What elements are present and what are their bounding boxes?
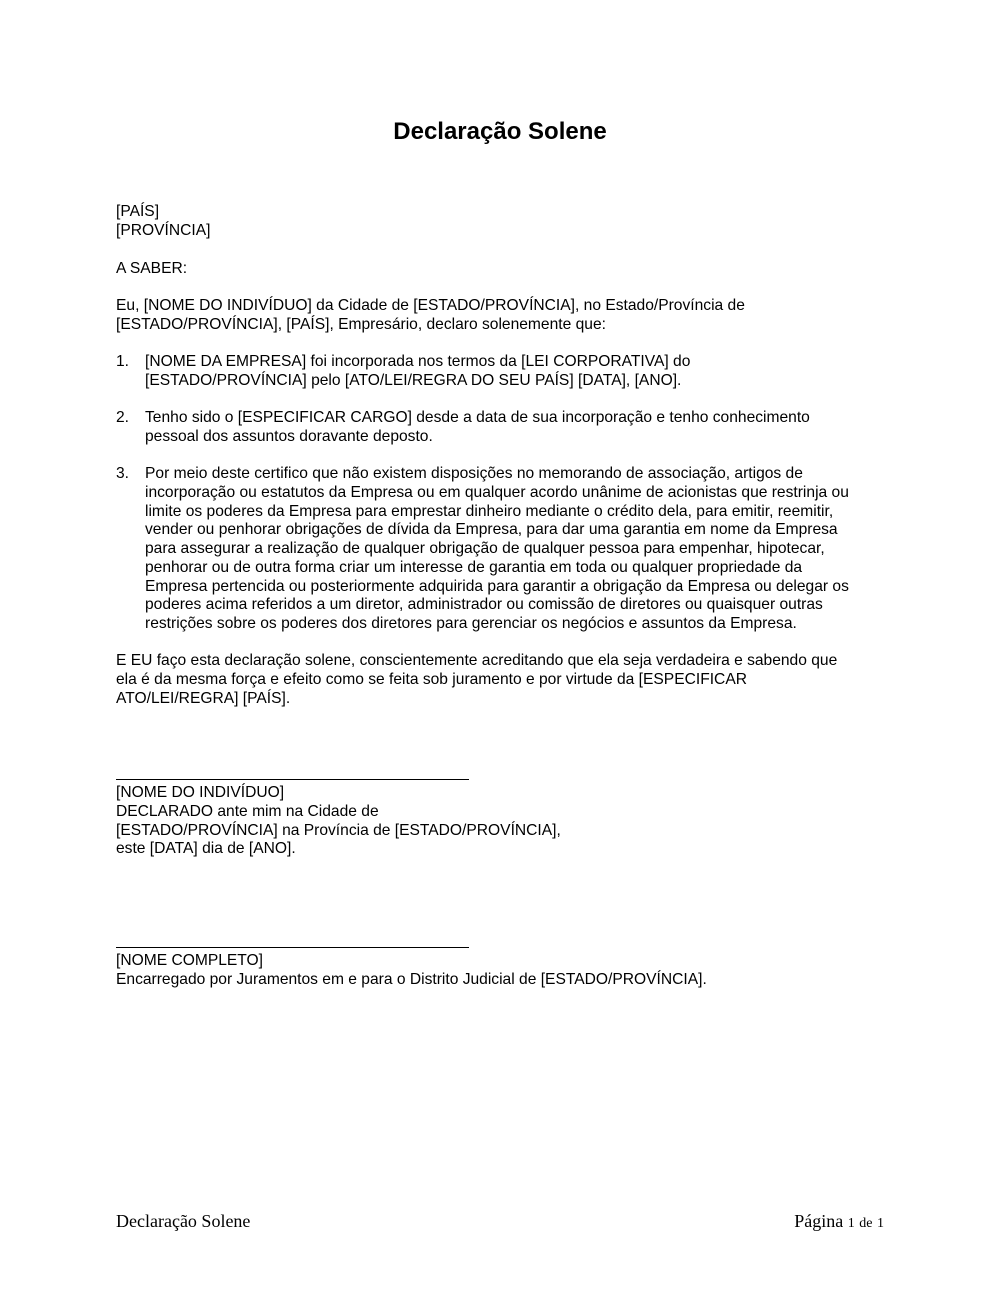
text-line: penhorar ou de outra forma criar um interesse de garantia em toda ou qualquer propriedade da [145,558,803,576]
signature-block-1 [116,784,561,859]
text-line: poderes acima referidos a um diretor, administrador ou comissão de diretores ou quaisquer outras [145,596,823,614]
text-line: este [DATA] dia de [ANO]. [116,840,296,858]
text-line: [NOME COMPLETO] [116,952,264,969]
signature-line-2 [116,947,469,948]
list-item [145,409,810,447]
text-line: E EU faço esta declaração solene, conscientemente acreditando que ela seja verdadeira e sabendo que [116,652,838,669]
text-line: [ESTADO/PROVÍNCIA] pelo [ATO/LEI/REGRA DO SEU PAÍS] [DATA], [ANO]. [145,371,682,389]
text-line: Por meio deste certifico que não existem disposições no memorando de associação, artigos de [145,465,803,482]
page-total: 1 [877,1216,884,1231]
declaration-paragraph [116,652,837,708]
list-number: 3. [116,465,130,482]
text-line: incorporação ou estatutos da Empresa ou em qualquer acordo unânime de acionistas que restrinja ou [145,483,849,501]
text-line: Eu, [NOME DO INDIVÍDUO] da Cidade de [ESTADO/PROVÍNCIA], no Estado/Província de [116,297,745,314]
page-word: Página [794,1211,844,1231]
text-line: pessoal dos assuntos doravante deposto. [145,427,433,445]
text-line: [ESTADO/PROVÍNCIA], [PAÍS], Empresário, declaro solenemente que: [116,315,606,333]
footer-page-number [794,1209,884,1236]
header-address [116,203,210,241]
text-line: para assegurar a realização de qualquer obrigação de qualquer pessoa para empenhar, hipotecar, [145,540,825,557]
list-item [145,353,690,391]
footer-title: Declaração Solene [116,1211,251,1231]
text-line: restrições sobre os poderes dos diretores para gerenciar os negócios e assuntos da Empresa. [145,615,797,632]
of-word: de [859,1216,873,1231]
page-num: 1 [847,1216,855,1231]
signature-block-2 [116,952,707,990]
text-line: [ESTADO/PROVÍNCIA] na Província de [ESTADO/PROVÍNCIA], [116,821,561,839]
text-line: limite os poderes da Empresa para emprestar dinheiro mediante o crédito dela, para emitir, reemitir, [145,502,834,520]
text-line: Tenho sido o [ESPECIFICAR CARGO] desde a data de sua incorporação e tenho conhecimento [145,409,810,426]
province-line: [PROVÍNCIA] [116,221,211,239]
text-line: Empresa pertencida ou posteriormente adquirida para garantir a obrigação da Empresa ou delegar os [145,577,849,595]
text-line: [NOME DO INDIVÍDUO] [116,784,285,801]
text-line: Encarregado por Juramentos em e para o Distrito Judicial de [ESTADO/PROVÍNCIA]. [116,970,707,988]
country-line: [PAÍS] [116,203,160,220]
text-line: DECLARADO ante mim na Cidade de [116,802,379,820]
intro-paragraph [116,297,745,335]
list-number: 1. [116,353,130,370]
text-line: ATO/LEI/REGRA] [PAÍS]. [116,689,291,707]
signature-line-1 [116,779,469,780]
list-item [145,465,849,634]
document-title: Declaração Solene [393,118,607,145]
a-saber: A SABER: [116,260,188,277]
text-line: vender ou penhorar obrigações de dívida da Empresa, para dar uma garantia em nome da Empresa [145,521,838,539]
text-line: [NOME DA EMPRESA] foi incorporada nos termos da [LEI CORPORATIVA] do [145,353,691,370]
text-line: ela é da mesma força e efeito como se feita sob juramento e por virtude da [ESPECIFICAR [116,670,747,688]
list-number: 2. [116,409,130,426]
